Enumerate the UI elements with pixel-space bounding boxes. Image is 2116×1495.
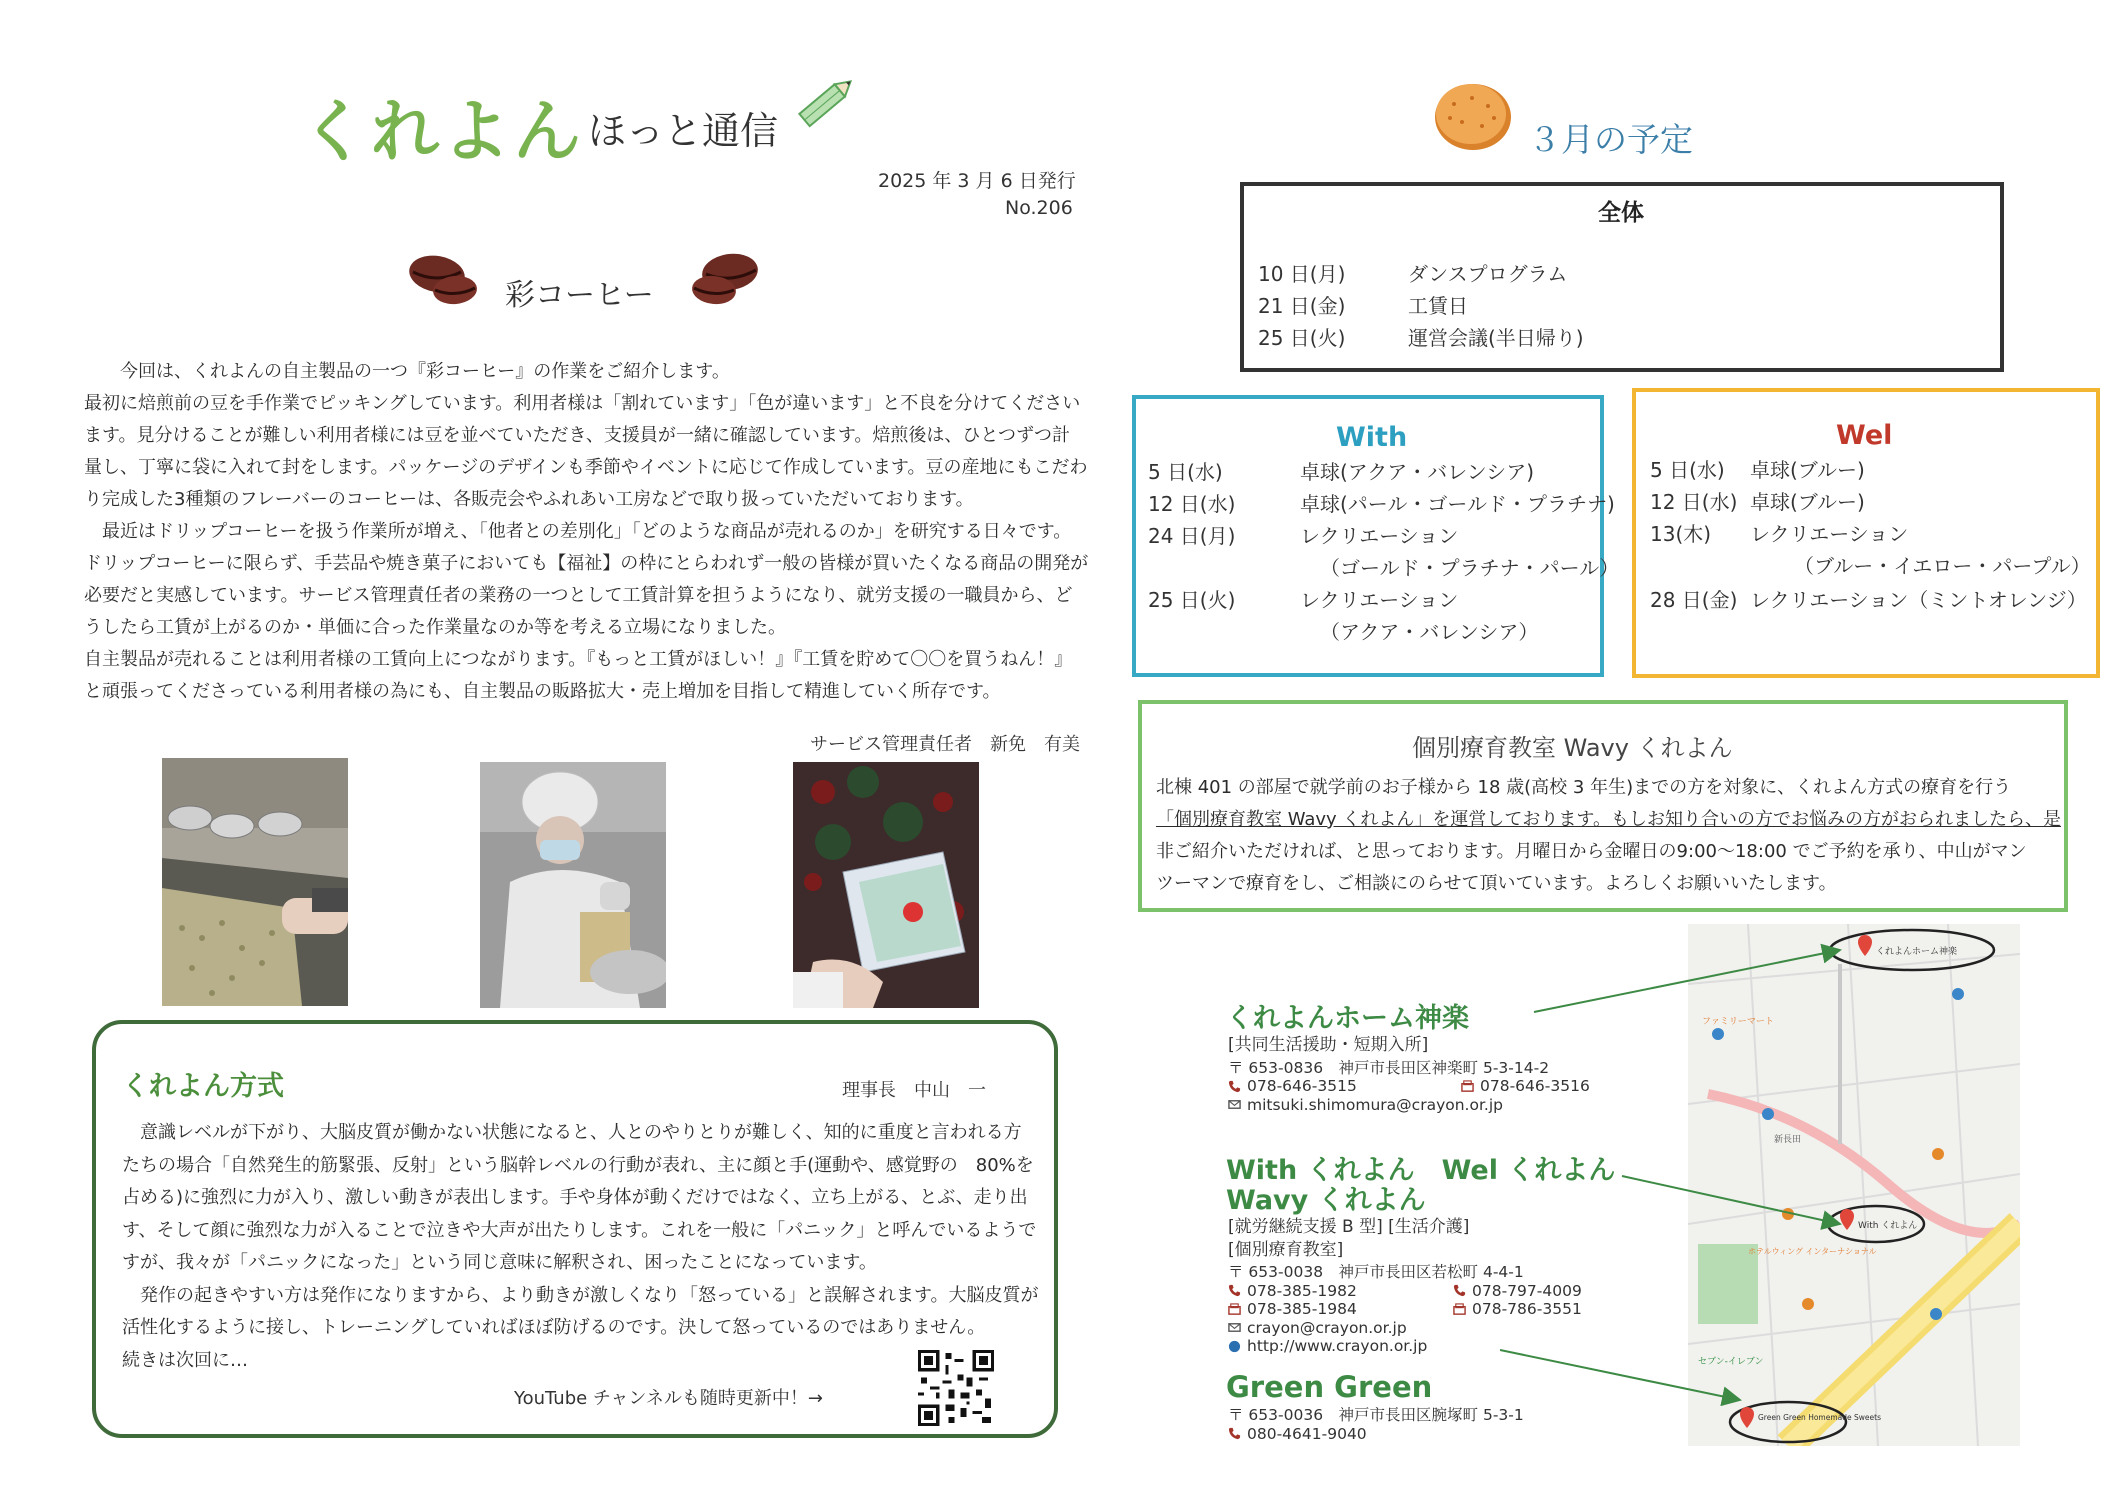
- fax-icon: [1461, 1080, 1474, 1093]
- facility-name: Green Green: [1226, 1370, 1433, 1404]
- facility-services: [共同生活援助・短期入所]: [1228, 1035, 1429, 1055]
- pencil-icon: [792, 70, 860, 134]
- wavy-line: 北棟 401 の部屋で就学前のお子様から 18 歳(高校 3 年生)までの方を対象に、くれよん方式の療育を行う: [1156, 777, 2012, 798]
- schedule-event: レクリエーション: [1750, 522, 1909, 546]
- phone-icon: [1228, 1427, 1241, 1440]
- method-line: 占める)に強烈に力が入り、激しい動きが表出します。手や身体が動くだけではなく、立ち上がる、とぶ、走り出: [122, 1187, 1028, 1208]
- postal-address: 〒 653-0036 神戸市長田区腕塚町 5-3-1: [1228, 1406, 1524, 1424]
- article-line: ます。見分けることが難しい利用者様には豆を並べていただき、支援員が一緒に確認しています。焙煎後は、ひとつずつ計: [84, 425, 1071, 446]
- phone-number[interactable]: 078-797-4009: [1472, 1281, 1582, 1300]
- with-schedule-label: With: [1336, 422, 1408, 453]
- schedule-date: 21 日(金): [1258, 294, 1346, 318]
- schedule-event: レクリエーション（ミントオレンジ）: [1750, 588, 2087, 612]
- facility-name: Wavy くれよん: [1226, 1185, 1426, 1216]
- method-line: すが、我々が「パニックになった」という同じ意味に解釈され、困ったことになっています。: [122, 1252, 877, 1273]
- article-line: ドリップコーヒーに限らず、手芸品や焼き菓子においても【福祉】の枠にとらわれず一般の皆様が買いたくなる商品の開発が: [84, 553, 1089, 574]
- schedule-event: ダンスプログラム: [1408, 262, 1568, 286]
- phone-icon: [1228, 1080, 1241, 1093]
- method-line: 続きは次回に…: [122, 1349, 248, 1371]
- globe-icon: [1228, 1340, 1241, 1353]
- schedule-event: 卓球(ブルー): [1750, 458, 1865, 482]
- phone-number[interactable]: 078-646-3515: [1247, 1077, 1357, 1095]
- method-box-author: 理事長 中山 一: [842, 1080, 986, 1101]
- schedule-date: 25 日(火): [1258, 326, 1346, 350]
- facility-name: くれよんホーム神楽: [1226, 1003, 1469, 1034]
- fax-number: 078-786-3551: [1472, 1300, 1582, 1318]
- schedule-date: 5 日(水): [1148, 460, 1223, 484]
- issue-number: No.206: [1005, 197, 1073, 219]
- coffee-article-title: 彩コーヒー: [505, 278, 654, 313]
- article-line: り完成した3種類のフレーバーのコーヒーは、各販売会やふれあい工房などで取り扱っていただいております。: [84, 489, 974, 510]
- schedule-event: （ブルー・イエロー・パープル）: [1794, 554, 2091, 578]
- article-line: 自主製品が売れることは利用者様の工賃向上につながります。『もっと工賃がほしい！』『工賃を貯めて〇〇を買うねん！』: [84, 649, 1073, 670]
- coffee-article-body: [84, 356, 1089, 708]
- facility-services: [就労継続支援 B 型] [生活介護]: [1228, 1217, 1470, 1237]
- article-line: 必要だと実感しています。サービス管理責任者の業務の一つとして工賃計算を担うようになり、就労支援の一職員から、ど: [84, 585, 1073, 606]
- schedule-event: 運営会議(半日帰り): [1408, 326, 1584, 350]
- method-line: 活性化するように接し、トレーニングしていればほぼ防げるのです。決して怒っているのではありません。: [122, 1317, 986, 1338]
- schedule-event: （ゴールド・プラチナ・パール）: [1320, 556, 1620, 580]
- mail-icon: [1228, 1321, 1241, 1334]
- map-label: セブン-イレブン: [1698, 1357, 1764, 1367]
- fax-icon: [1453, 1303, 1466, 1316]
- schedule-date: 10 日(月): [1258, 262, 1346, 286]
- wel-schedule-label: Wel: [1836, 420, 1893, 451]
- email-address[interactable]: crayon@crayon.or.jp: [1247, 1318, 1407, 1337]
- schedule-event: 卓球(ブルー): [1750, 490, 1865, 514]
- fax-number: 078-646-3516: [1480, 1077, 1590, 1095]
- map-label: くれよんホーム神楽: [1876, 947, 1958, 957]
- wavy-box-body: [1156, 772, 2061, 900]
- wavy-box-title: 個別療育教室 Wavy くれよん: [1412, 734, 1733, 762]
- schedule-event: レクリエーション: [1300, 588, 1459, 612]
- schedule-date: 24 日(月): [1148, 524, 1236, 548]
- phone-icon: [1453, 1284, 1466, 1297]
- schedule-date: 13(木): [1650, 522, 1712, 546]
- wavy-line: 非ご紹介いただければ、と思っております。月曜日から金曜日の9:00～18:00 でご予約を承り、中山がマン: [1156, 841, 2027, 862]
- article-line: 今回は、くれよんの自主製品の一つ『彩コーヒー』の作業をご紹介します。: [84, 361, 730, 382]
- facility-contact: [1228, 1036, 1590, 1114]
- website-link[interactable]: http://www.crayon.or.jp: [1247, 1337, 1428, 1355]
- fax-number: 078-385-1984: [1247, 1300, 1357, 1318]
- article-line: 最初に焙煎前の豆を手作業でピッキングしています。利用者様は「割れています」「色が違います」と不良を分けてください: [84, 393, 1081, 414]
- issue-date: 2025 年 3 月 6 日発行: [878, 170, 1076, 192]
- qr-code-icon[interactable]: [918, 1350, 994, 1426]
- schedule-event: 工賃日: [1408, 294, 1468, 318]
- logo-text: くれよん: [300, 93, 585, 172]
- facility-contact: [1228, 1218, 1582, 1356]
- article-line: うしたら工賃が上がるのか・単価に合った作業量なのか等を考える立場になりました。: [84, 617, 786, 638]
- phone-number[interactable]: 080-4641-9040: [1247, 1424, 1367, 1443]
- method-line: たちの場合「自然発生的筋緊張、反射」という脳幹レベルの行動が表れ、主に顔と手(運動や、感覚野の 80%を: [122, 1154, 1034, 1176]
- newsletter-title: ほっと通信: [588, 109, 779, 153]
- schedule-date: 25 日(火): [1148, 588, 1236, 612]
- email-address[interactable]: mitsuki.shimomura@crayon.or.jp: [1247, 1095, 1503, 1114]
- facility-contact: [1228, 1406, 1524, 1443]
- method-box-title: くれよん方式: [122, 1071, 284, 1102]
- article-line: 量し、丁寧に袋に入れて封をします。パッケージのデザインも季節やイベントに応じて作成しています。豆の産地にもこだわ: [84, 457, 1088, 478]
- map-label: 新長田: [1774, 1135, 1802, 1145]
- coffee-bean-icon: [688, 250, 764, 308]
- fax-icon: [1228, 1303, 1241, 1316]
- wavy-line: 「個別療育教室 Wavy くれよん」を運営しております。もしお知り合いの方でお悩みの方がおられましたら、是: [1156, 809, 2061, 830]
- youtube-note[interactable]: YouTube チャンネルも随時更新中！→: [514, 1388, 823, 1409]
- method-box-body: [122, 1117, 1042, 1377]
- map-label: With くれよん: [1858, 1221, 1918, 1231]
- schedule-event: レクリエーション: [1300, 524, 1459, 548]
- method-line: 意識レベルが下がり、大脳皮質が働かない状態になると、人とのやりとりが難しく、知的に重度と言われる方: [122, 1122, 1022, 1143]
- method-line: す、そして顔に強烈な力が入ることで泣きや大声が出たりします。これを一般に「パニック」と呼んでいるようで: [122, 1219, 1037, 1241]
- postal-address: 〒 653-0836 神戸市長田区神楽町 5-3-14-2: [1228, 1058, 1550, 1077]
- article-author: サービス管理責任者 新免 有美: [810, 734, 1080, 755]
- method-line: 発作の起きやすい方は発作になりますから、より動きが激しくなり「怒っている」と誤解されます。大脳皮質が: [122, 1284, 1039, 1306]
- overall-schedule-label: 全体: [1598, 200, 1644, 226]
- photo-packing-staff: [480, 762, 666, 1008]
- schedule-event: （アクア・バレンシア）: [1320, 620, 1539, 644]
- map-label: ホテルウィング インターナショナル: [1748, 1247, 1877, 1256]
- schedule-event: 卓球(パール・ゴールド・プラチナ): [1300, 492, 1615, 516]
- schedule-date: 12 日(水): [1650, 490, 1738, 514]
- article-line: と頑張ってくださっている利用者様の為にも、自主製品の販路拡大・売上増加を目指して精進していく所存です。: [84, 681, 1001, 702]
- coffee-bean-icon: [405, 250, 481, 308]
- article-line: 最近はドリップコーヒーを扱う作業所が増え、「他者との差別化」「どのような商品が売れるのか」を研究する日々です。: [84, 521, 1072, 542]
- map-label: ファミリーマート: [1702, 1017, 1774, 1027]
- photo-bean-picking: [162, 758, 348, 1006]
- schedule-title: ３月の予定: [1528, 120, 1693, 159]
- wavy-line: ツーマンで療育をし、ご相談にのらせて頂いています。よろしくお願いいたします。: [1156, 873, 1837, 894]
- schedule-date: 12 日(水): [1148, 492, 1236, 516]
- photo-coffee-package: [793, 762, 979, 1008]
- mail-icon: [1228, 1098, 1241, 1111]
- map-label: Green Green Homemade Sweets: [1758, 1413, 1881, 1422]
- schedule-event: 卓球(アクア・バレンシア): [1300, 460, 1535, 484]
- schedule-date: 5 日(水): [1650, 458, 1725, 482]
- phone-icon: [1228, 1284, 1241, 1297]
- phone-number[interactable]: 078-385-1982: [1247, 1281, 1357, 1300]
- facility-services: [個別療育教室]: [1228, 1239, 1344, 1260]
- facility-name: With くれよん Wel くれよん: [1226, 1155, 1616, 1186]
- schedule-date: 28 日(金): [1650, 588, 1738, 612]
- postal-address: 〒 653-0038 神戸市長田区若松町 4-4-1: [1228, 1263, 1524, 1281]
- cookie-icon: [1432, 78, 1514, 152]
